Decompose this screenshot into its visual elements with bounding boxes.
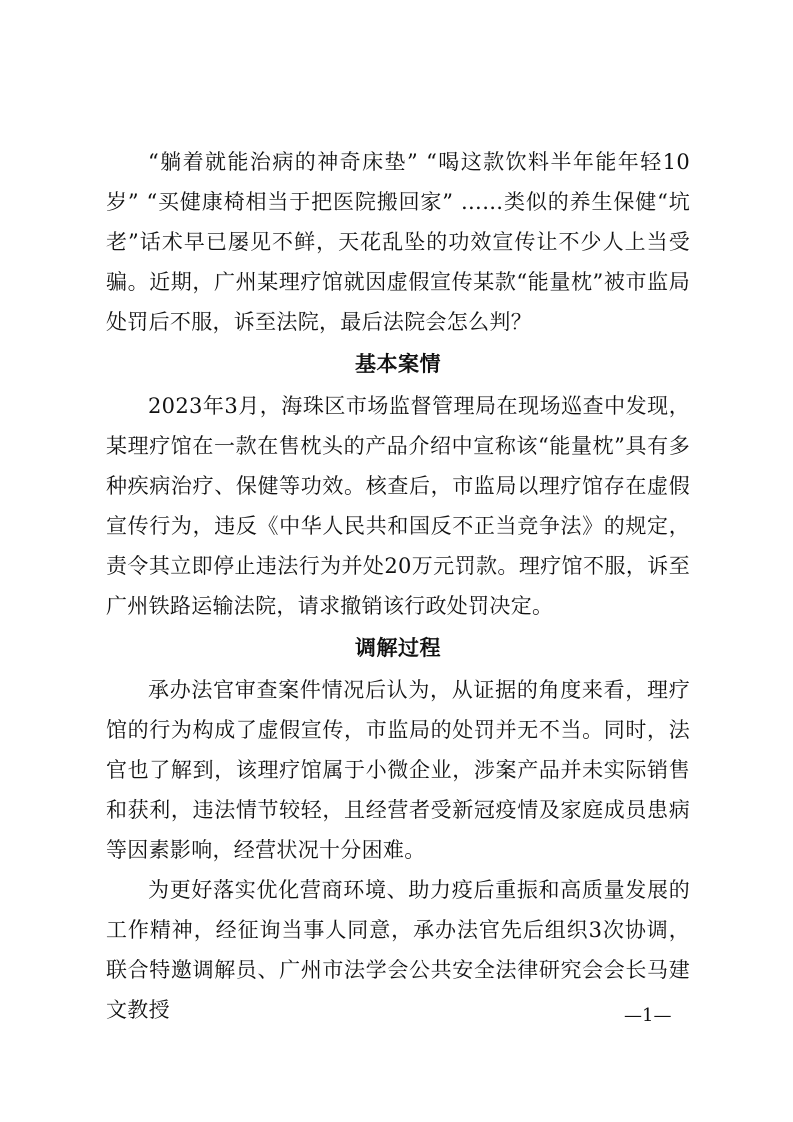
section-heading-basic-case: 基本案情 — [355, 352, 441, 376]
mediation-paragraph-2: 为更好落实优化营商环境、助力疫后重振和高质量发展的工作精神，经征询当事人同意，承办法官先后组织3次协调，联合特邀调解员、广州市法学会公共安全法律研究会会长马建文教授 — [106, 878, 690, 1022]
document-body — [106, 142, 690, 1030]
page-number: —1— — [624, 1005, 672, 1026]
intro-paragraph: “躺着就能治病的神奇床垫” “喝这款饮料半年能年轻10岁” “买健康椅相当于把医院搬回家” ……类似的养生保健“坑老”话术早已屡见不鲜，天花乱坠的功效宣传让不少人上当受骗。近期，广州某理疗馆就因虚假宣传某款“能量枕”被市监局处罚后不服，诉至法院，最后法院会怎么判？ — [106, 150, 690, 334]
basic-case-paragraph: 2023年3月，海珠区市场监督管理局在现场巡查中发现，某理疗馆在一款在售枕头的产品介绍中宣称该“能量枕”具有多种疾病治疗、保健等功效。核查后，市监局以理疗馆存在虚假宣传行为，违反《中华人民共和国反不正当竞争法》的规定，责令其立即停止违法行为并处20万元罚款。理疗馆不服，诉至广州铁路运输法院，请求撤销该行政处罚决定。 — [106, 394, 690, 618]
mediation-paragraph-1: 承办法官审查案件情况后认为，从证据的角度来看，理疗馆的行为构成了虚假宣传，市监局的处罚并无不当。同时，法官也了解到，该理疗馆属于小微企业，涉案产品并未实际销售和获利，违法情节较轻，且经营者受新冠疫情及家庭成员患病等因素影响，经营状况十分困难。 — [106, 678, 690, 862]
section-heading-mediation-process: 调解过程 — [355, 636, 441, 660]
